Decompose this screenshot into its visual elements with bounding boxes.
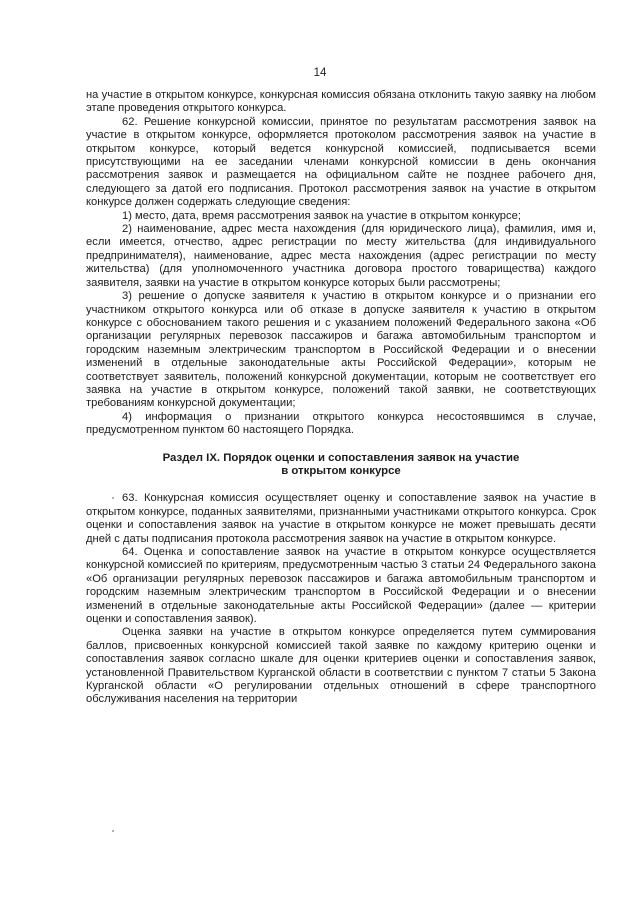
paragraph-64: 64. Оценка и сопоставление заявок на участие в открытом конкурсе осуществляется конкурсной комиссией по критериям, предусмотренным частью 3 статьи 24 Федерального закона «Об организации регулярных перевозок пассажиров и багажа автомобильным транспортом и городским наземным электрическим транспортом в Российской Федерации и о внесении изменений в отдельные законодательные акты Российской Федерации» (далее — критерии оценки и сопоставления заявок). [86,546,596,626]
scan-speck [112,497,114,499]
paragraph-evaluation: Оценка заявки на участие в открытом конкурсе определяется путем суммирования баллов, присвоенных конкурсной комиссией такой заявке по каждому критерию оценки и сопоставления заявок согласно шкале для оценки критериев оценки и сопоставления заявок, установленной Правительством Курганской области в соответствии с пунктом 7 статьи 5 Закона Курганской области «О регулировании отдельных отношений в сфере транспортного обслуживания населения на территории [86,626,596,706]
paragraph-continuation: на участие в открытом конкурсе, конкурсная комиссия обязана отклонить такую заявку на любом этапе проведения открытого конкурса. [86,89,596,115]
paragraph-62: 62. Решение конкурсной комиссии, принятое по результатам рассмотрения заявок на участие в открытом конкурсе, оформляется протоколом рассмотрения заявок на участие в открытом конкурсе, который ведется конкурсной комиссией, подписывается всеми присутствующими на ее заседании членами конкурсной комиссии в день окончания рассмотрения заявок и размещается на официальном сайте не позднее рабочего дня, следующего за датой его подписания. Протокол рассмотрения заявок на участие в открытом конкурсе должен содержать следующие сведения: [86,115,596,209]
list-item-4: 4) информация о признании открытого конкурса несостоявшимся в случае, предусмотренном пунктом 60 настоящего Порядка. [86,410,596,437]
section-heading-line-1: Раздел IX. Порядок оценки и сопоставления заявок на участие [162,451,520,464]
list-item-1: 1) место, дата, время рассмотрения заявок на участие в открытом конкурсе; [122,209,521,222]
document-body [86,89,596,707]
paragraph-63: 63. Конкурсная комиссия осуществляет оценку и сопоставление заявок на участие в открытом конкурсе, поданных заявителями, признанными участниками открытого конкурса. Срок оценки и сопоставления заявок на участие в открытом конкурсе не может превышать десяти дней с даты подписания протокола рассмотрения заявок на участие в открытом конкурсе. [86,492,596,545]
scan-speck [112,830,114,832]
section-heading-line-2: в открытом конкурсе [281,464,401,477]
page-number: 14 [313,67,327,79]
section-heading [86,452,596,479]
list-item-2: 2) наименование, адрес места нахождения (для юридического лица), фамилия, имя и, если имеется, отчество, адрес регистрации по месту жительства (для индивидуального предпринимателя), наименование, адрес места нахождения (адрес регистрации по месту жительства) (для уполномоченного участника договора простого товарищества) каждого заявителя, заявки на участие в открытом конкурсе которых были рассмотрены; [86,223,596,289]
list-item-3: 3) решение о допуске заявителя к участию в открытом конкурсе и о признании его участником открытого конкурса или об отказе в допуске заявителя к участию в открытом конкурсе с обоснованием такого решения и с указанием положений Федерального закона «Об организации регулярных перевозок пассажиров и багажа автомобильным транспортом и городским наземным электрическим транспортом в Российской Федерации и о внесении изменений в отдельные законодательные акты Российской Федерации», которым не соответствует заявитель, положений конкурсной документации, которым не соответствует его заявка на участие в открытом конкурсе, положений такой заявки, не соответствующих требованиям конкурсной документации; [86,290,596,410]
